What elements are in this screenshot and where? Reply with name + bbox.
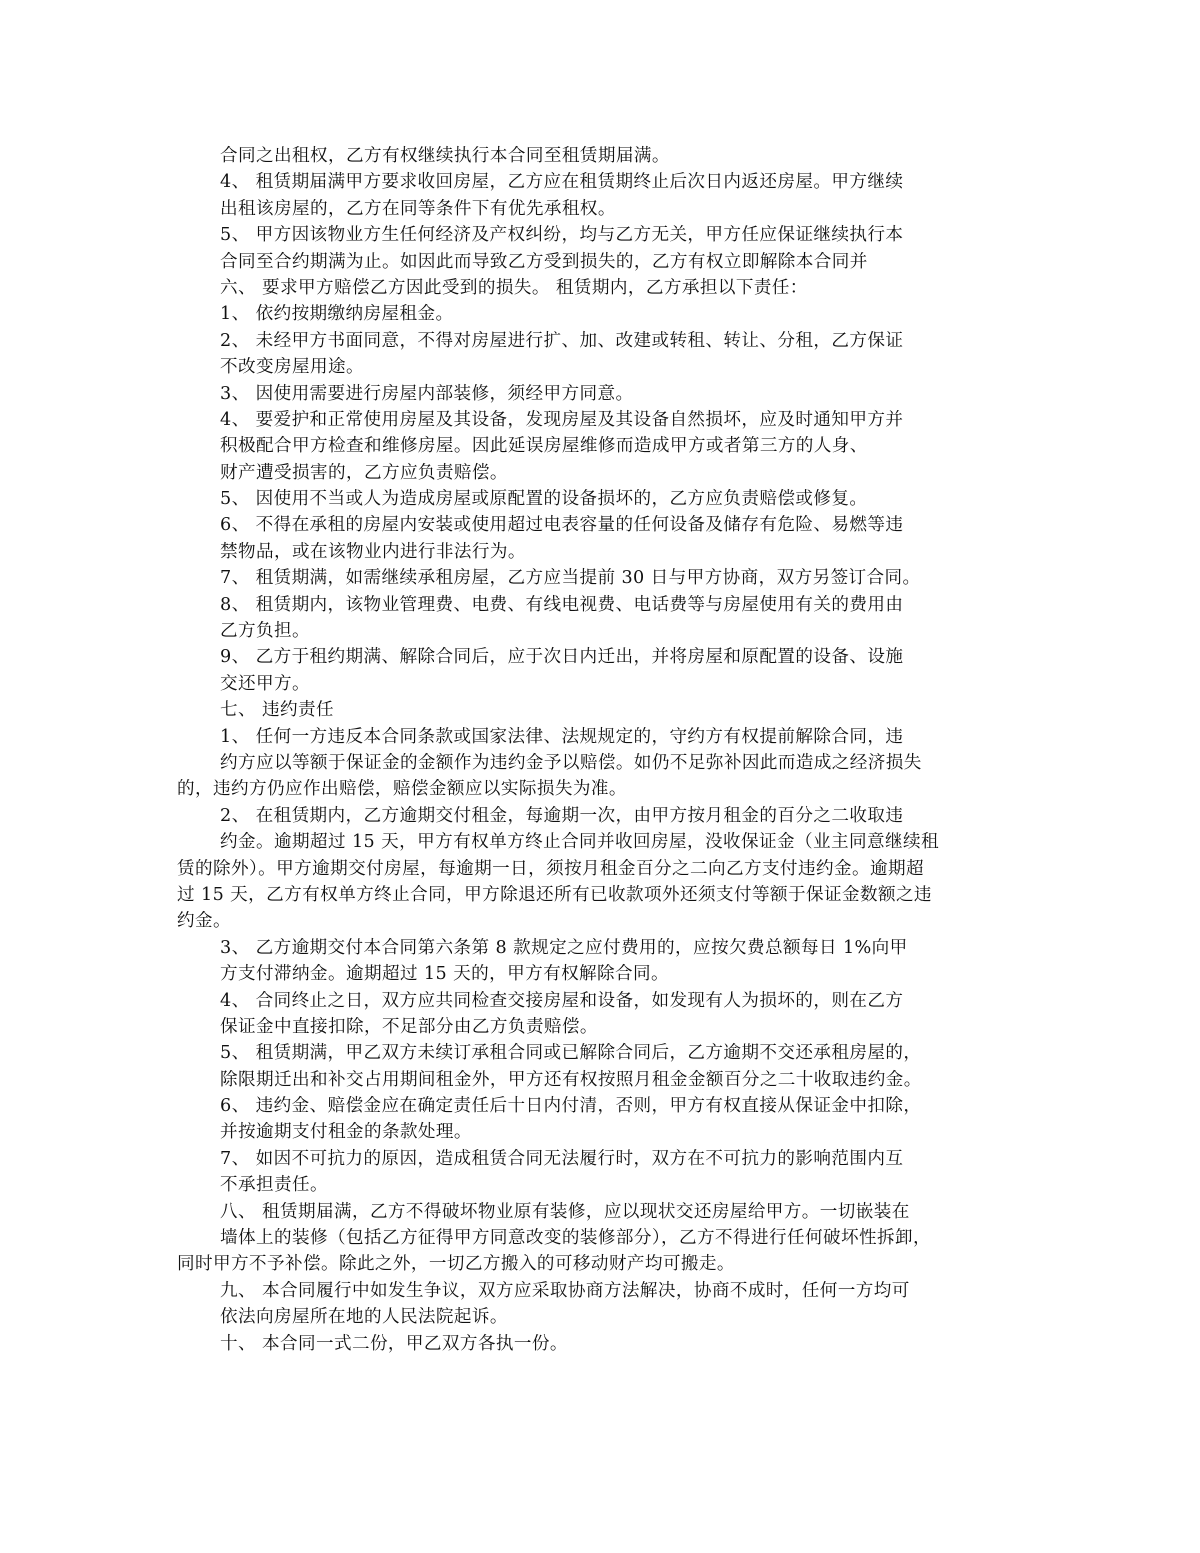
document-line: 5、 甲方因该物业方生任何经济及产权纠纷，均与乙方无关，甲方任应保证继续执行本 (220, 225, 904, 246)
document-line: 约金。 (177, 911, 231, 932)
document-line: 保证金中直接扣除，不足部分由乙方负责赔偿。 (220, 1016, 598, 1037)
document-line: 4、 租赁期届满甲方要求收回房屋，乙方应在租赁期终止后次日内返还房屋。甲方继续 (220, 172, 904, 193)
document-line: 同时甲方不予补偿。除此之外，一切乙方搬入的可移动财产均可搬走。 (177, 1254, 735, 1275)
document-line: 9、 乙方于租约期满、解除合同后，应于次日内迁出，并将房屋和原配置的设备、设施 (220, 647, 904, 668)
document-line: 十、 本合同一式二份，甲乙双方各执一份。 (220, 1333, 568, 1354)
document-line: 3、 因使用需要进行房屋内部装修，须经甲方同意。 (220, 383, 634, 404)
document-line: 2、 未经甲方书面同意，不得对房屋进行扩、加、改建或转租、转让、分租，乙方保证 (220, 330, 904, 351)
document-line: 除限期迁出和补交占用期间租金外，甲方还有权按照月租金金额百分之二十收取违约金。 (220, 1069, 922, 1090)
document-line: 约方应以等额于保证金的金额作为违约金予以赔偿。如仍不足弥补因此而造成之经济损失 (220, 752, 922, 773)
document-line: 合同至合约期满为止。如因此而导致乙方受到损失的，乙方有权立即解除本合同并 (220, 251, 868, 272)
document-line: 的，违约方仍应作出赔偿，赔偿金额应以实际损失为准。 (177, 779, 627, 800)
document-line: 方支付滞纳金。逾期超过 15 天的，甲方有权解除合同。 (220, 964, 670, 985)
document-line: 7、 租赁期满，如需继续承租房屋，乙方应当提前 30 日与甲方协商，双方另签订合同。 (220, 568, 921, 589)
document-line: 不改变房屋用途。 (220, 357, 364, 378)
document-line: 出租该房屋的，乙方在同等条件下有优先承租权。 (220, 198, 616, 219)
document-line: 5、 因使用不当或人为造成房屋或原配置的设备损坏的，乙方应负责赔偿或修复。 (220, 489, 868, 510)
document-line: 约金。逾期超过 15 天，甲方有权单方终止合同并收回房屋，没收保证金（业主同意继续租 (220, 832, 939, 853)
document-line: 5、 租赁期满，甲乙双方未续订承租合同或已解除合同后，乙方逾期不交还承租房屋的， (220, 1043, 922, 1064)
document-line: 八、 租赁期届满，乙方不得破坏物业原有装修，应以现状交还房屋给甲方。一切嵌装在 (220, 1201, 910, 1222)
document-line: 并按逾期支付租金的条款处理。 (220, 1122, 472, 1143)
document-line: 积极配合甲方检查和维修房屋。因此延误房屋维修而造成甲方或者第三方的人身、 (220, 436, 868, 457)
document-line: 财产遭受损害的，乙方应负责赔偿。 (220, 462, 508, 483)
document-line: 不承担责任。 (220, 1175, 328, 1196)
document-line: 过 15 天，乙方有权单方终止合同，甲方除退还所有已收款项外还须支付等额于保证金数额之违 (177, 884, 932, 905)
document-line: 4、 要爱护和正常使用房屋及其设备，发现房屋及其设备自然损坏，应及时通知甲方并 (220, 409, 904, 430)
document-line: 8、 租赁期内，该物业管理费、电费、有线电视费、电话费等与房屋使用有关的费用由 (220, 594, 904, 615)
document-line: 合同之出租权，乙方有权继续执行本合同至租赁期届满。 (220, 146, 670, 166)
document-line: 1、 依约按期缴纳房屋租金。 (220, 304, 454, 325)
document-line: 4、 合同终止之日，双方应共同检查交接房屋和设备，如发现有人为损坏的，则在乙方 (220, 990, 904, 1011)
document-line: 7、 如因不可抗力的原因，造成租赁合同无法履行时，双方在不可抗力的影响范围内互 (220, 1148, 904, 1169)
document-line: 乙方负担。 (220, 621, 310, 642)
document-line: 禁物品，或在该物业内进行非法行为。 (220, 541, 526, 562)
document-line: 赁的除外）。甲方逾期交付房屋，每逾期一日，须按月租金百分之二向乙方支付违约金。逾期超 (177, 858, 924, 879)
document-line: 1、 任何一方违反本合同条款或国家法律、法规规定的，守约方有权提前解除合同，违 (220, 726, 904, 747)
document-line: 3、 乙方逾期交付本合同第六条第 8 款规定之应付费用的，应按欠费总额每日 1%向甲 (220, 937, 908, 958)
document-line: 依法向房屋所在地的人民法院起诉。 (220, 1307, 508, 1328)
document-line: 六、 要求甲方赔偿乙方因此受到的损失。 租赁期内，乙方承担以下责任： (220, 277, 808, 298)
document-line: 七、 违约责任 (220, 700, 334, 721)
document-line: 2、 在租赁期内，乙方逾期交付租金，每逾期一次，由甲方按月租金的百分之二收取违 (220, 805, 904, 826)
document-line: 墙体上的装修（包括乙方征得甲方同意改变的装修部分），乙方不得进行任何破坏性拆卸， (220, 1228, 931, 1249)
document-line: 交还甲方。 (220, 673, 310, 694)
document-line: 6、 违约金、赔偿金应在确定责任后十日内付清，否则，甲方有权直接从保证金中扣除， (220, 1096, 922, 1117)
document-line: 6、 不得在承租的房屋内安装或使用超过电表容量的任何设备及储存有危险、易燃等违 (220, 515, 904, 536)
document-line: 九、 本合同履行中如发生争议，双方应采取协商方法解决，协商不成时，任何一方均可 (220, 1280, 910, 1301)
